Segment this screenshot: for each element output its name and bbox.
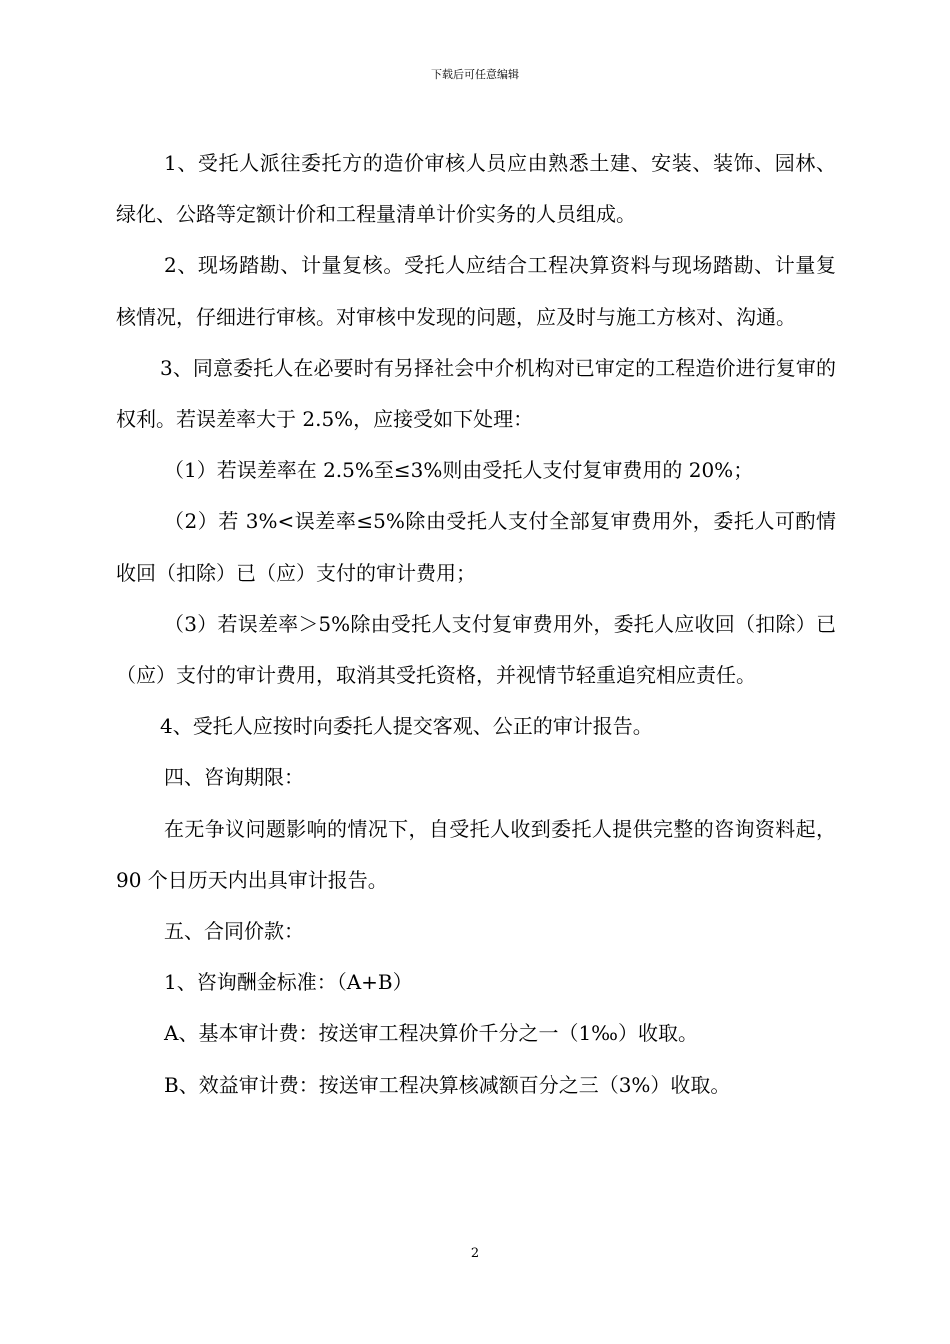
paragraph-1: 1、受托人派往委托方的造价审核人员应由熟悉土建、安装、装饰、园林、绿化、公路等定额计价和工程量清单计价实务的人员组成。 — [116, 151, 836, 227]
paragraph-4: （1）若误差率在 2.5%至≤3%则由受托人支付复审费用的 20%； — [164, 458, 754, 483]
document-body — [116, 138, 836, 1111]
paragraph-12: A、基本审计费：按送审工程决算价千分之一（1‰）收取。 — [164, 1021, 699, 1046]
paragraph-5: （2）若 3%<误差率≤5%除由受托人支付全部复审费用外，委托人可酌情收回（扣除）已（应）支付的审计费用； — [116, 509, 836, 585]
paragraph-3: 3、同意委托人在必要时有另择社会中介机构对已审定的工程造价进行复审的权利。若误差率大于 2.5%，应接受如下处理： — [116, 355, 836, 432]
paragraph-2: 2、现场踏勘、计量复核。受托人应结合工程决算资料与现场踏勘、计量复核情况，仔细进行审核。对审核中发现的问题，应及时与施工方核对、沟通。 — [116, 253, 836, 329]
paragraph-9: 在无争议问题影响的情况下，自受托人收到委托人提供完整的咨询资料起，90 个日历天内出具审计报告。 — [116, 816, 836, 892]
paragraph-7: 4、受托人应按时向委托人提交客观、公正的审计报告。 — [160, 714, 653, 739]
paragraph-13: B、效益审计费：按送审工程决算核减额百分之三（3%）收取。 — [164, 1072, 731, 1097]
section-heading-5: 五、合同价款： — [164, 919, 304, 944]
header-note: 下载后可任意编辑 — [431, 68, 519, 81]
paragraph-6: （3）若误差率＞5%除由受托人支付复审费用外，委托人应收回（扣除）已（应）支付的审计费用，取消其受托资格，并视情节轻重追究相应责任。 — [116, 611, 836, 688]
page-number: 2 — [470, 1246, 480, 1261]
section-heading-4: 四、咨询期限： — [164, 765, 304, 790]
paragraph-11: 1、咨询酬金标准：（A+B） — [164, 970, 413, 995]
